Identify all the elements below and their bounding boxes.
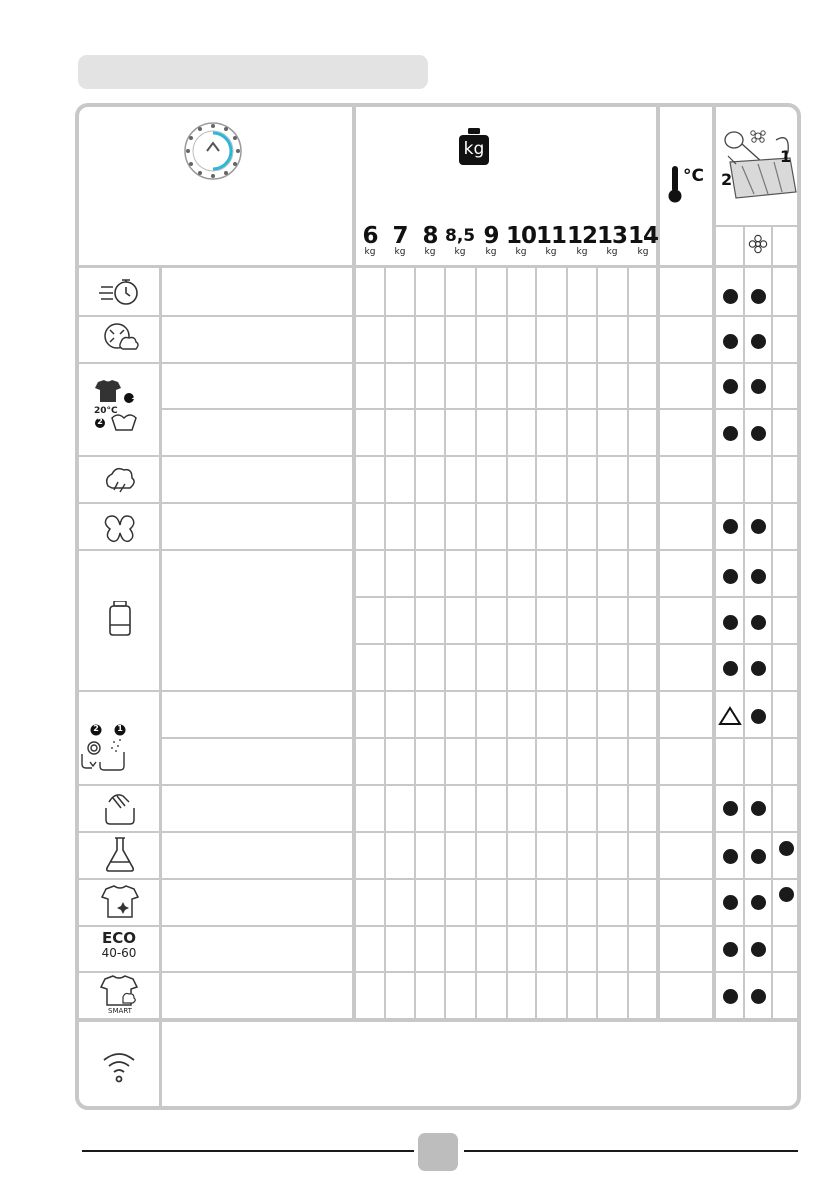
option-dot xyxy=(751,615,766,630)
footer-line-left xyxy=(82,1150,414,1152)
steam-icon xyxy=(95,462,145,498)
option-dot xyxy=(723,801,738,816)
footer-line-right xyxy=(464,1150,798,1152)
quick-wash-icon xyxy=(95,273,145,309)
option-triangle xyxy=(718,706,742,730)
option-dot xyxy=(723,942,738,957)
load-column-9: 9 kg xyxy=(483,223,499,257)
option-dot xyxy=(723,334,738,349)
option-dot xyxy=(751,379,766,394)
option-dot xyxy=(779,887,794,902)
option-dot xyxy=(751,849,766,864)
option-dot xyxy=(723,289,738,304)
load-column-11: 11 kg xyxy=(536,223,567,257)
badge-1: 1 xyxy=(131,392,137,401)
option-dot xyxy=(723,615,738,630)
option-dot xyxy=(751,569,766,584)
option-dot xyxy=(751,942,766,957)
option-dot xyxy=(751,289,766,304)
option-dot xyxy=(723,989,738,1004)
load-column-8: 8 kg xyxy=(422,223,438,257)
load-column-13: 13 kg xyxy=(597,223,628,257)
option-dot xyxy=(723,849,738,864)
option-dot xyxy=(779,841,794,856)
load-column-6: 6 kg xyxy=(362,223,378,257)
badge-2: 2 xyxy=(93,724,99,733)
option-dot xyxy=(723,379,738,394)
option-dot xyxy=(751,661,766,676)
load-column-10: 10 kg xyxy=(506,223,537,257)
sanitize-shirt-icon xyxy=(95,884,145,920)
load-column-14: 14 kg xyxy=(628,223,659,257)
wifi-icon xyxy=(101,1048,137,1084)
softener-flower-icon xyxy=(748,234,768,254)
delicate-icon xyxy=(95,509,145,545)
option-dot xyxy=(723,519,738,534)
eco-label: ECO xyxy=(101,929,136,947)
smart-icon xyxy=(96,975,144,1017)
option-dot xyxy=(751,709,766,724)
option-dot xyxy=(751,989,766,1004)
temperature-label: °C xyxy=(683,166,704,186)
thermometer-icon xyxy=(668,166,682,204)
option-dot xyxy=(751,426,766,441)
smart-label: SMART xyxy=(108,1007,132,1015)
eco-range-label: 40-60 xyxy=(101,946,137,960)
program-dial-icon xyxy=(183,121,243,181)
divider xyxy=(159,267,162,1107)
load-column-8-5: 8,5 kg xyxy=(445,226,476,257)
option-dot xyxy=(751,895,766,910)
option-dot xyxy=(751,801,766,816)
page-number-box xyxy=(418,1133,458,1171)
tub-clean-icon xyxy=(95,836,145,872)
drawer-label-1: 1 xyxy=(780,147,792,166)
option-dot xyxy=(723,895,738,910)
heavy-duty-icon xyxy=(95,601,145,637)
option-dot xyxy=(751,519,766,534)
option-dot xyxy=(723,426,738,441)
divider xyxy=(712,107,716,1019)
divider xyxy=(743,225,745,1019)
divider xyxy=(771,225,773,1019)
detergent-drawer-icon xyxy=(720,122,798,202)
option-dot xyxy=(723,569,738,584)
section-title-bar xyxy=(78,55,428,89)
eco-icon xyxy=(97,931,141,961)
badge-2: 2 xyxy=(97,417,103,426)
option-dot xyxy=(723,661,738,676)
load-column-7: 7 kg xyxy=(392,223,408,257)
weight-icon-label: kg xyxy=(463,139,485,159)
mixed-temp-label: 20°C xyxy=(94,406,118,416)
load-column-12: 12 kg xyxy=(567,223,598,257)
drawer-label-2: 2 xyxy=(721,170,733,189)
hand-wash-icon xyxy=(95,790,145,826)
badge-1: 1 xyxy=(117,724,123,733)
option-dot xyxy=(751,334,766,349)
mixed-20c-icon xyxy=(92,378,148,434)
steam-hygiene-icon xyxy=(95,320,145,356)
weight-icon xyxy=(458,128,490,166)
rinse-spin-icon xyxy=(80,718,134,772)
